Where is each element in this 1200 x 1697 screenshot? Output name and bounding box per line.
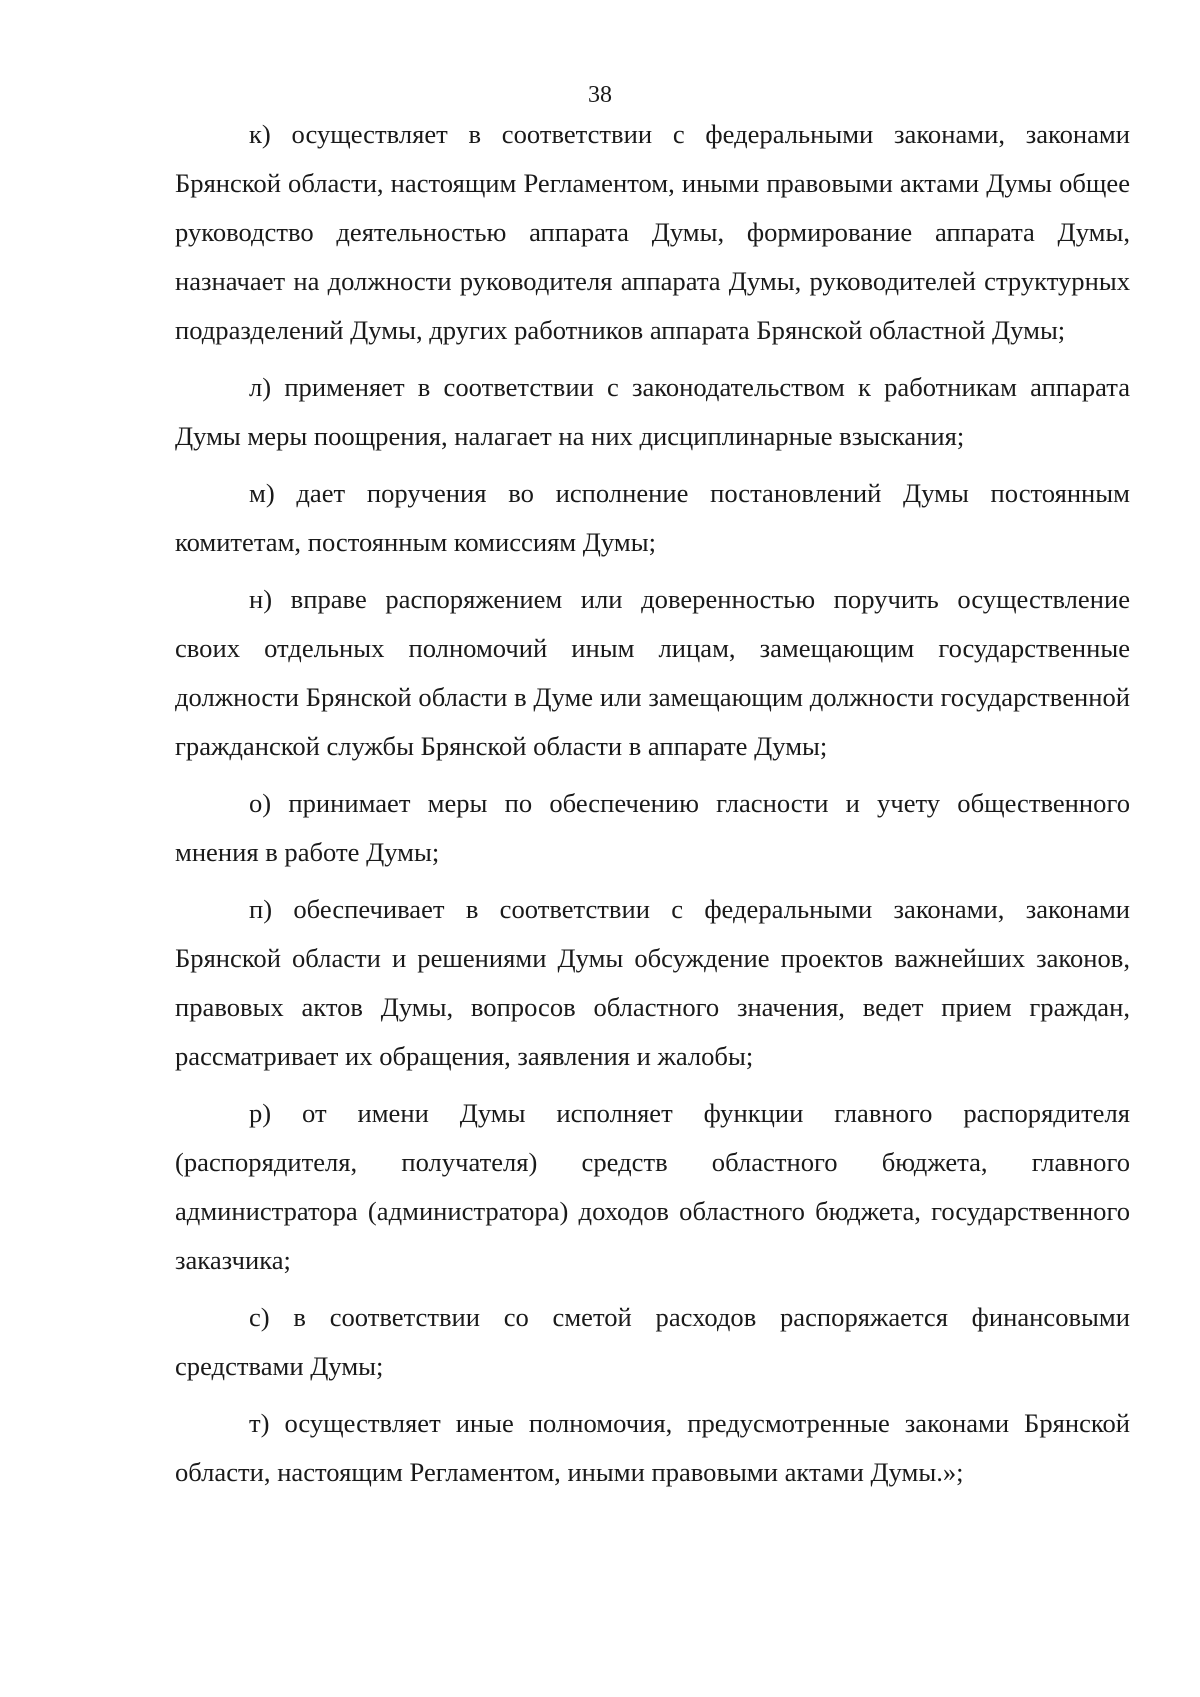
paragraph-k: к) осуществляет в соответствии с федеральными законами, законами Брянской области, настоящим Регламентом, иными правовыми актами Думы общее руководство деятельностью аппарата Думы, формирование аппарата Думы, назначает на должности руководителя аппарата Думы, руководителей структурных подразделений Думы, других работников аппарата Брянской областной Думы;: [175, 119, 1130, 345]
paragraph-o: о) принимает меры по обеспечению гласности и учету общественного мнения в работе Думы;: [175, 788, 1130, 867]
paragraph-r: р) от имени Думы исполняет функции главного распорядителя (распорядителя, получателя) средств областного бюджета, главного администратора (администратора) доходов областного бюджета, государственного заказчика;: [175, 1098, 1130, 1275]
paragraph-s: с) в соответствии со сметой расходов распоряжается финансовыми средствами Думы;: [175, 1302, 1130, 1381]
document-body: [175, 110, 1130, 1505]
paragraph-p: п) обеспечивает в соответствии с федеральными законами, законами Брянской области и решениями Думы обсуждение проектов важнейших законов, правовых актов Думы, вопросов областного значения, ведет прием граждан, рассматривает их обращения, заявления и жалобы;: [175, 894, 1130, 1071]
paragraph-l: л) применяет в соответствии с законодательством к работникам аппарата Думы меры поощрения, налагает на них дисциплинарные взыскания;: [175, 372, 1130, 451]
paragraph-n: н) вправе распоряжением или доверенностью поручить осуществление своих отдельных полномочий иным лицам, замещающим государственные должности Брянской области в Думе или замещающим должности государственной гражданской службы Брянской области в аппарате Думы;: [175, 584, 1130, 761]
paragraph-t: т) осуществляет иные полномочия, предусмотренные законами Брянской области, настоящим Регламентом, иными правовыми актами Думы.»;: [175, 1408, 1130, 1487]
page-number: 38: [588, 82, 612, 108]
paragraph-m: м) дает поручения во исполнение постановлений Думы постоянным комитетам, постоянным комиссиям Думы;: [175, 478, 1130, 557]
